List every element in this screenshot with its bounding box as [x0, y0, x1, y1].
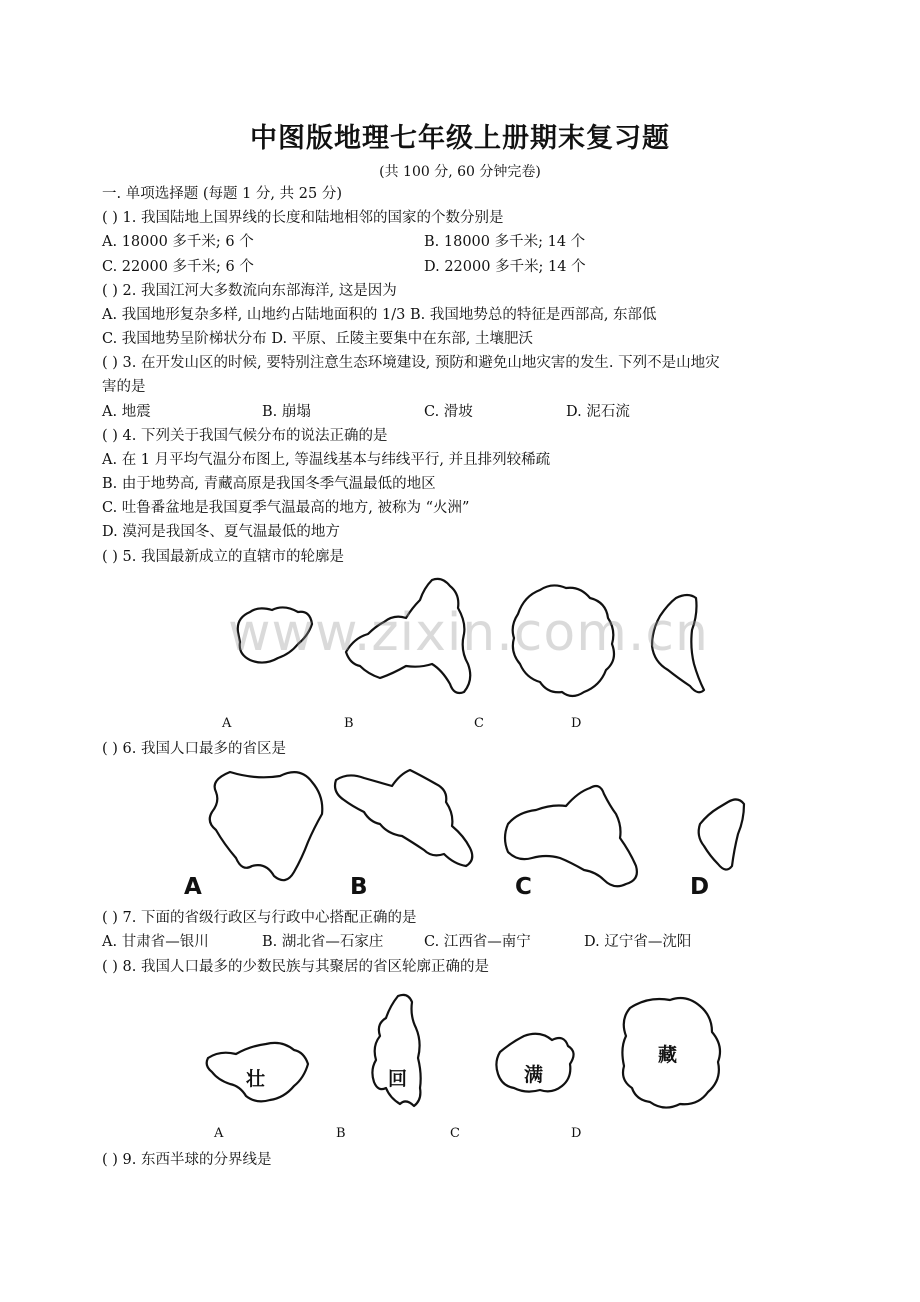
q6-outline-a [210, 772, 323, 880]
section-heading: 一. 单项选择题 (每题 1 分, 共 25 分) [102, 186, 342, 202]
q3-stem-line1: ( ) 3. 在开发山区的时候, 要特别注意生态环境建设, 预防和避免山地灾害的发生. 下列不是山地灾 [102, 355, 720, 371]
q8-map-text-d: 藏 [658, 1044, 678, 1066]
q1-option-d: D. 22000 多千米; 14 个 [424, 259, 586, 275]
q2-stem: ( ) 2. 我国江河大多数流向东部海洋, 这是因为 [102, 283, 397, 299]
q5-label-d: D [571, 716, 582, 731]
q4-option-b: B. 由于地势高, 青藏高原是我国冬季气温最低的地区 [102, 476, 436, 492]
q5-stem: ( ) 5. 我国最新成立的直辖市的轮廓是 [102, 549, 344, 565]
watermark: www.zixin.com.cn [228, 603, 709, 663]
q8-stem: ( ) 8. 我国人口最多的少数民族与其聚居的省区轮廓正确的是 [102, 959, 489, 975]
q6-outline-d [699, 799, 744, 869]
q8-label-d: D [571, 1126, 582, 1141]
q6-outline-b [335, 770, 472, 866]
q8-outline-maps [200, 988, 730, 1118]
q8-label-a: A [214, 1126, 224, 1141]
q4-option-d: D. 漠河是我国冬、夏气温最低的地方 [102, 524, 340, 540]
q3-stem-line2: 害的是 [102, 379, 146, 395]
q1-option-c: C. 22000 多千米; 6 个 [102, 259, 254, 275]
q5-label-b: B [344, 716, 354, 731]
q6-label-d: D [690, 874, 710, 900]
q3-option-b: B. 崩塌 [262, 404, 311, 420]
q1-option-b: B. 18000 多千米; 14 个 [424, 234, 586, 250]
q1-option-a: A. 18000 多千米; 6 个 [102, 234, 254, 250]
q7-option-c: C. 江西省—南宁 [424, 934, 531, 950]
q3-option-d: D. 泥石流 [566, 404, 630, 420]
q2-options-cd: C. 我国地势呈阶梯状分布 D. 平原、丘陵主要集中在东部, 土壤肥沃 [102, 331, 533, 347]
q6-label-c: C [515, 874, 532, 900]
q5-label-c: C [474, 716, 484, 731]
q7-option-b: B. 湖北省—石家庄 [262, 934, 384, 950]
q8-map-text-b: 回 [388, 1068, 408, 1090]
q3-option-a: A. 地震 [102, 404, 151, 420]
q5-label-a: A [222, 716, 232, 731]
q8-map-text-c: 满 [524, 1064, 544, 1086]
q8-label-c: C [450, 1126, 460, 1141]
q6-outline-maps [196, 762, 756, 892]
q6-stem: ( ) 6. 我国人口最多的省区是 [102, 741, 286, 757]
q4-option-a: A. 在 1 月平均气温分布图上, 等温线基本与纬线平行, 并且排列较稀疏 [102, 452, 551, 468]
q7-option-d: D. 辽宁省—沈阳 [584, 934, 692, 950]
q1-stem: ( ) 1. 我国陆地上国界线的长度和陆地相邻的国家的个数分别是 [102, 210, 504, 226]
page-subtitle: (共 100 分, 60 分钟完卷) [379, 164, 541, 180]
q3-option-c: C. 滑坡 [424, 404, 473, 420]
q6-outline-c [505, 786, 637, 886]
q4-stem: ( ) 4. 下列关于我国气候分布的说法正确的是 [102, 428, 388, 444]
q6-label-a: A [184, 874, 202, 900]
q9-stem: ( ) 9. 东西半球的分界线是 [102, 1152, 272, 1168]
q2-options-ab: A. 我国地形复杂多样, 山地约占陆地面积的 1/3 B. 我国地势总的特征是西部高, 东部低 [102, 307, 657, 323]
q8-label-b: B [336, 1126, 346, 1141]
q7-stem: ( ) 7. 下面的省级行政区与行政中心搭配正确的是 [102, 910, 417, 926]
q7-option-a: A. 甘肃省—银川 [102, 934, 209, 950]
q4-option-c: C. 吐鲁番盆地是我国夏季气温最高的地方, 被称为 “火洲” [102, 500, 470, 516]
q8-map-text-a: 壮 [246, 1068, 266, 1090]
page-title: 中图版地理七年级上册期末复习题 [250, 123, 670, 154]
q6-label-b: B [350, 874, 368, 900]
